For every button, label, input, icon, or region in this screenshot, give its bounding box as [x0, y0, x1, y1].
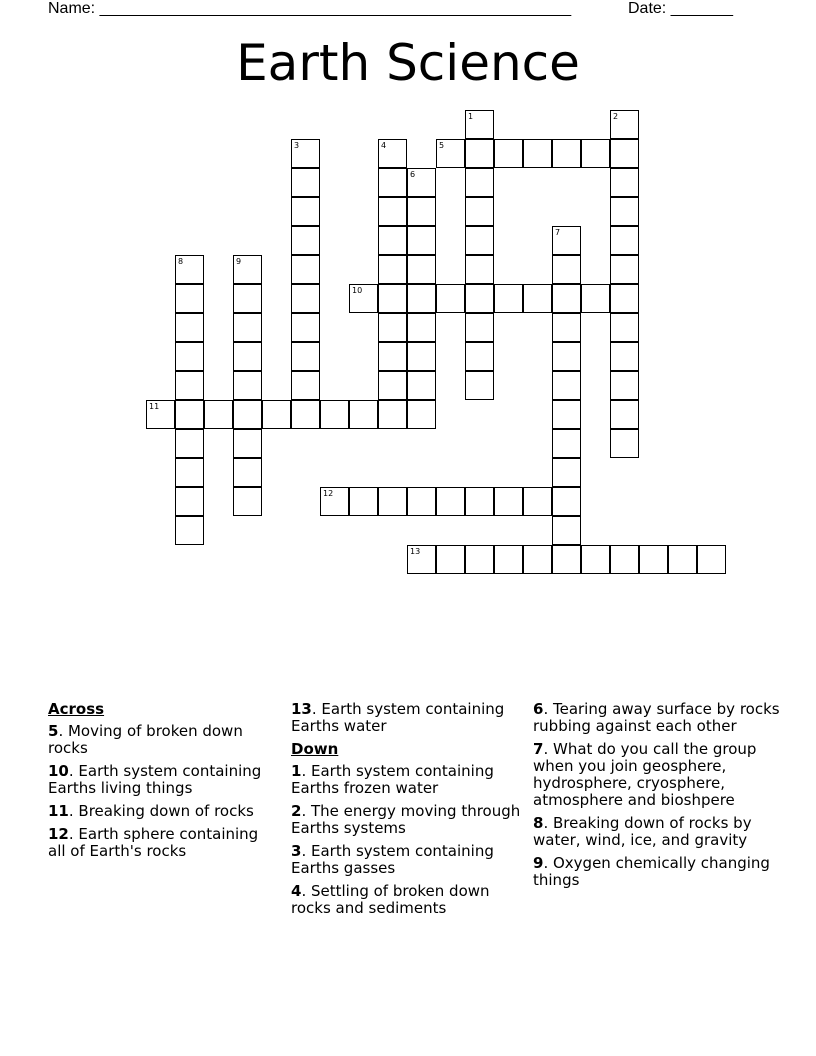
- cell-number: 3: [294, 141, 300, 150]
- crossword-cell[interactable]: [465, 342, 494, 371]
- crossword-cell[interactable]: [610, 255, 639, 284]
- crossword-cell[interactable]: [175, 313, 204, 342]
- clue-number: 1: [291, 762, 302, 780]
- clue-across-10: 10. Earth system containing Earths living things: [48, 762, 262, 797]
- crossword-cell[interactable]: [233, 371, 262, 400]
- crossword-cell[interactable]: [233, 255, 262, 284]
- clue-column-1: [48, 701, 278, 866]
- clue-number: 10: [48, 762, 69, 780]
- crossword-cell[interactable]: [552, 458, 581, 487]
- crossword-cell[interactable]: [407, 487, 436, 516]
- clue-down-6: 6. Tearing away surface by rocks rubbing against each other: [533, 700, 780, 735]
- crossword-cell[interactable]: [349, 400, 378, 429]
- cell-number: 2: [613, 112, 619, 121]
- clue-down-2: 2. The energy moving through Earths systems: [291, 802, 521, 837]
- clue-text: Earth system containing Earths gasses: [291, 842, 494, 877]
- crossword-cell[interactable]: [407, 313, 436, 342]
- date-field[interactable]: Date: _______: [628, 0, 733, 17]
- crossword-cell[interactable]: [610, 429, 639, 458]
- cell-number: 9: [236, 257, 242, 266]
- crossword-cell[interactable]: [552, 429, 581, 458]
- crossword-cell[interactable]: [291, 342, 320, 371]
- crossword-cell[interactable]: [407, 545, 436, 574]
- crossword-cell[interactable]: [349, 284, 378, 313]
- clue-column-3: [533, 701, 783, 895]
- clue-text: Settling of broken down rocks and sediments: [291, 882, 490, 917]
- crossword-cell[interactable]: [175, 429, 204, 458]
- crossword-cell[interactable]: [378, 168, 407, 197]
- crossword-cell[interactable]: [349, 487, 378, 516]
- crossword-cell[interactable]: [465, 139, 494, 168]
- crossword-cell[interactable]: [697, 545, 726, 574]
- crossword-cell[interactable]: [552, 226, 581, 255]
- crossword-cell[interactable]: [639, 545, 668, 574]
- cell-number: 10: [352, 286, 363, 295]
- crossword-cell[interactable]: [610, 168, 639, 197]
- clue-number: 5: [48, 722, 59, 740]
- clue-number: 11: [48, 802, 69, 820]
- crossword-cell[interactable]: [291, 371, 320, 400]
- crossword-cell[interactable]: [407, 168, 436, 197]
- crossword-cell[interactable]: [494, 284, 523, 313]
- crossword-cell[interactable]: [407, 226, 436, 255]
- crossword-cell[interactable]: [175, 371, 204, 400]
- crossword-cell[interactable]: [407, 400, 436, 429]
- crossword-cell[interactable]: [320, 487, 349, 516]
- crossword-cell[interactable]: [552, 516, 581, 545]
- clue-down-1: 1. Earth system containing Earths frozen water: [291, 762, 494, 797]
- crossword-cell[interactable]: [291, 197, 320, 226]
- crossword-cell[interactable]: [407, 371, 436, 400]
- crossword-cell[interactable]: [233, 487, 262, 516]
- crossword-cell[interactable]: [465, 110, 494, 139]
- crossword-cell[interactable]: [378, 197, 407, 226]
- crossword-cell[interactable]: [465, 168, 494, 197]
- crossword-cell[interactable]: [552, 313, 581, 342]
- cell-number: 7: [555, 228, 561, 237]
- crossword-cell[interactable]: [465, 313, 494, 342]
- crossword-cell[interactable]: [552, 400, 581, 429]
- crossword-cell[interactable]: [552, 487, 581, 516]
- crossword-cell[interactable]: [407, 255, 436, 284]
- clue-number: 3: [291, 842, 302, 860]
- crossword-cell[interactable]: [291, 226, 320, 255]
- crossword-cell[interactable]: [552, 371, 581, 400]
- clue-down-9: 9. Oxygen chemically changing things: [533, 854, 770, 889]
- crossword-cell[interactable]: [407, 342, 436, 371]
- crossword-cell[interactable]: [175, 284, 204, 313]
- crossword-cell[interactable]: [233, 342, 262, 371]
- crossword-cell[interactable]: [610, 284, 639, 313]
- crossword-cell[interactable]: [378, 313, 407, 342]
- down-heading: Down: [291, 740, 339, 758]
- cell-number: 1: [468, 112, 474, 121]
- crossword-cell[interactable]: [378, 342, 407, 371]
- crossword-cell[interactable]: [465, 255, 494, 284]
- crossword-cell[interactable]: [175, 458, 204, 487]
- crossword-cell[interactable]: [552, 139, 581, 168]
- crossword-cell[interactable]: [291, 284, 320, 313]
- crossword-cell[interactable]: [523, 545, 552, 574]
- crossword-cell[interactable]: [175, 400, 204, 429]
- clue-column-2: [291, 701, 521, 923]
- crossword-cell[interactable]: [552, 545, 581, 574]
- crossword-cell[interactable]: [610, 400, 639, 429]
- crossword-cell[interactable]: [291, 313, 320, 342]
- clue-text: The energy moving through Earths systems: [291, 802, 521, 837]
- crossword-cell[interactable]: [407, 197, 436, 226]
- crossword-cell[interactable]: [378, 284, 407, 313]
- clue-down-7: 7. What do you call the group when you join geosphere, hydrosphere, cryosphere, atmosphere and bioshpere: [533, 740, 757, 809]
- crossword-cell[interactable]: [523, 284, 552, 313]
- clue-across-13: 13. Earth system containing Earths water: [291, 700, 505, 735]
- clue-number: 7: [533, 740, 544, 758]
- crossword-cell[interactable]: [436, 487, 465, 516]
- crossword-cell[interactable]: [552, 284, 581, 313]
- crossword-cell[interactable]: [436, 284, 465, 313]
- crossword-cell[interactable]: [610, 313, 639, 342]
- crossword-cell[interactable]: [465, 226, 494, 255]
- crossword-cell[interactable]: [523, 487, 552, 516]
- clue-text: Earth system containing Earths water: [291, 700, 505, 735]
- crossword-cell[interactable]: [610, 139, 639, 168]
- name-field[interactable]: Name: _____________________________________________________: [48, 0, 572, 17]
- crossword-cell[interactable]: [291, 168, 320, 197]
- clue-number: 8: [533, 814, 544, 832]
- crossword-cell[interactable]: [494, 139, 523, 168]
- crossword-cell[interactable]: [581, 139, 610, 168]
- crossword-cell[interactable]: [204, 400, 233, 429]
- crossword-cell[interactable]: [581, 545, 610, 574]
- crossword-cell[interactable]: [233, 400, 262, 429]
- crossword-cell[interactable]: [233, 313, 262, 342]
- crossword-cell[interactable]: [494, 487, 523, 516]
- crossword-cell[interactable]: [378, 371, 407, 400]
- crossword-cell[interactable]: [146, 400, 175, 429]
- clue-number: 2: [291, 802, 302, 820]
- clue-number: 6: [533, 700, 544, 718]
- crossword-cell[interactable]: [378, 487, 407, 516]
- clue-text: What do you call the group when you join geosphere, hydrosphere, cryosphere, atmosphere and bioshpere: [533, 740, 757, 809]
- crossword-cell[interactable]: [465, 545, 494, 574]
- crossword-cell[interactable]: [175, 487, 204, 516]
- clue-text: Earth sphere containing all of Earth's rocks: [48, 825, 259, 860]
- clue-number: 9: [533, 854, 544, 872]
- clue-number: 4: [291, 882, 302, 900]
- crossword-cell[interactable]: [291, 255, 320, 284]
- page-title: Earth Science: [236, 34, 580, 92]
- crossword-cell[interactable]: [610, 110, 639, 139]
- crossword-cell[interactable]: [233, 458, 262, 487]
- cell-number: 4: [381, 141, 387, 150]
- clue-number: 12: [48, 825, 69, 843]
- crossword-cell[interactable]: [552, 342, 581, 371]
- crossword-cell[interactable]: [610, 371, 639, 400]
- crossword-cell[interactable]: [291, 139, 320, 168]
- crossword-cell[interactable]: [233, 429, 262, 458]
- clue-down-3: 3. Earth system containing Earths gasses: [291, 842, 494, 877]
- crossword-cell[interactable]: [610, 545, 639, 574]
- crossword-cell[interactable]: [320, 400, 349, 429]
- crossword-cell[interactable]: [175, 342, 204, 371]
- crossword-cell[interactable]: [465, 284, 494, 313]
- clue-across-5: 5. Moving of broken down rocks: [48, 722, 243, 757]
- cell-number: 11: [149, 402, 160, 411]
- clue-text: Breaking down of rocks: [78, 802, 254, 820]
- clue-text: Earth system containing Earths living things: [48, 762, 262, 797]
- crossword-cell[interactable]: [291, 400, 320, 429]
- clue-number: 13: [291, 700, 312, 718]
- crossword-cell[interactable]: [175, 516, 204, 545]
- cell-number: 8: [178, 257, 184, 266]
- crossword-cell[interactable]: [407, 284, 436, 313]
- crossword-cell[interactable]: [668, 545, 697, 574]
- clue-text: Oxygen chemically changing things: [533, 854, 770, 889]
- crossword-cell[interactable]: [175, 255, 204, 284]
- crossword-cell[interactable]: [610, 342, 639, 371]
- crossword-cell[interactable]: [378, 400, 407, 429]
- clue-text: Earth system containing Earths frozen water: [291, 762, 494, 797]
- crossword-cell[interactable]: [233, 284, 262, 313]
- crossword-cell[interactable]: [378, 255, 407, 284]
- crossword-cell[interactable]: [262, 400, 291, 429]
- crossword-cell[interactable]: [610, 226, 639, 255]
- crossword-cell[interactable]: [436, 545, 465, 574]
- crossword-cell[interactable]: [465, 371, 494, 400]
- cell-number: 6: [410, 170, 416, 179]
- across-heading: Across: [48, 700, 105, 718]
- crossword-cell[interactable]: [465, 197, 494, 226]
- cell-number: 13: [410, 547, 421, 556]
- clue-across-11: 11. Breaking down of rocks: [48, 802, 254, 820]
- clue-text: Moving of broken down rocks: [48, 722, 243, 757]
- crossword-cell[interactable]: [378, 139, 407, 168]
- crossword-cell[interactable]: [610, 197, 639, 226]
- cell-number: 12: [323, 489, 334, 498]
- crossword-cell[interactable]: [494, 545, 523, 574]
- crossword-cell[interactable]: [581, 284, 610, 313]
- crossword-cell[interactable]: [465, 487, 494, 516]
- clue-down-8: 8. Breaking down of rocks by water, wind, ice, and gravity: [533, 814, 752, 849]
- clue-text: Breaking down of rocks by water, wind, ice, and gravity: [533, 814, 752, 849]
- clue-across-12: 12. Earth sphere containing all of Earth's rocks: [48, 825, 259, 860]
- crossword-cell[interactable]: [378, 226, 407, 255]
- crossword-cell[interactable]: [552, 255, 581, 284]
- clue-down-4: 4. Settling of broken down rocks and sediments: [291, 882, 490, 917]
- crossword-cell[interactable]: [436, 139, 465, 168]
- cell-number: 5: [439, 141, 445, 150]
- clue-text: Tearing away surface by rocks rubbing against each other: [533, 700, 780, 735]
- crossword-cell[interactable]: [523, 139, 552, 168]
